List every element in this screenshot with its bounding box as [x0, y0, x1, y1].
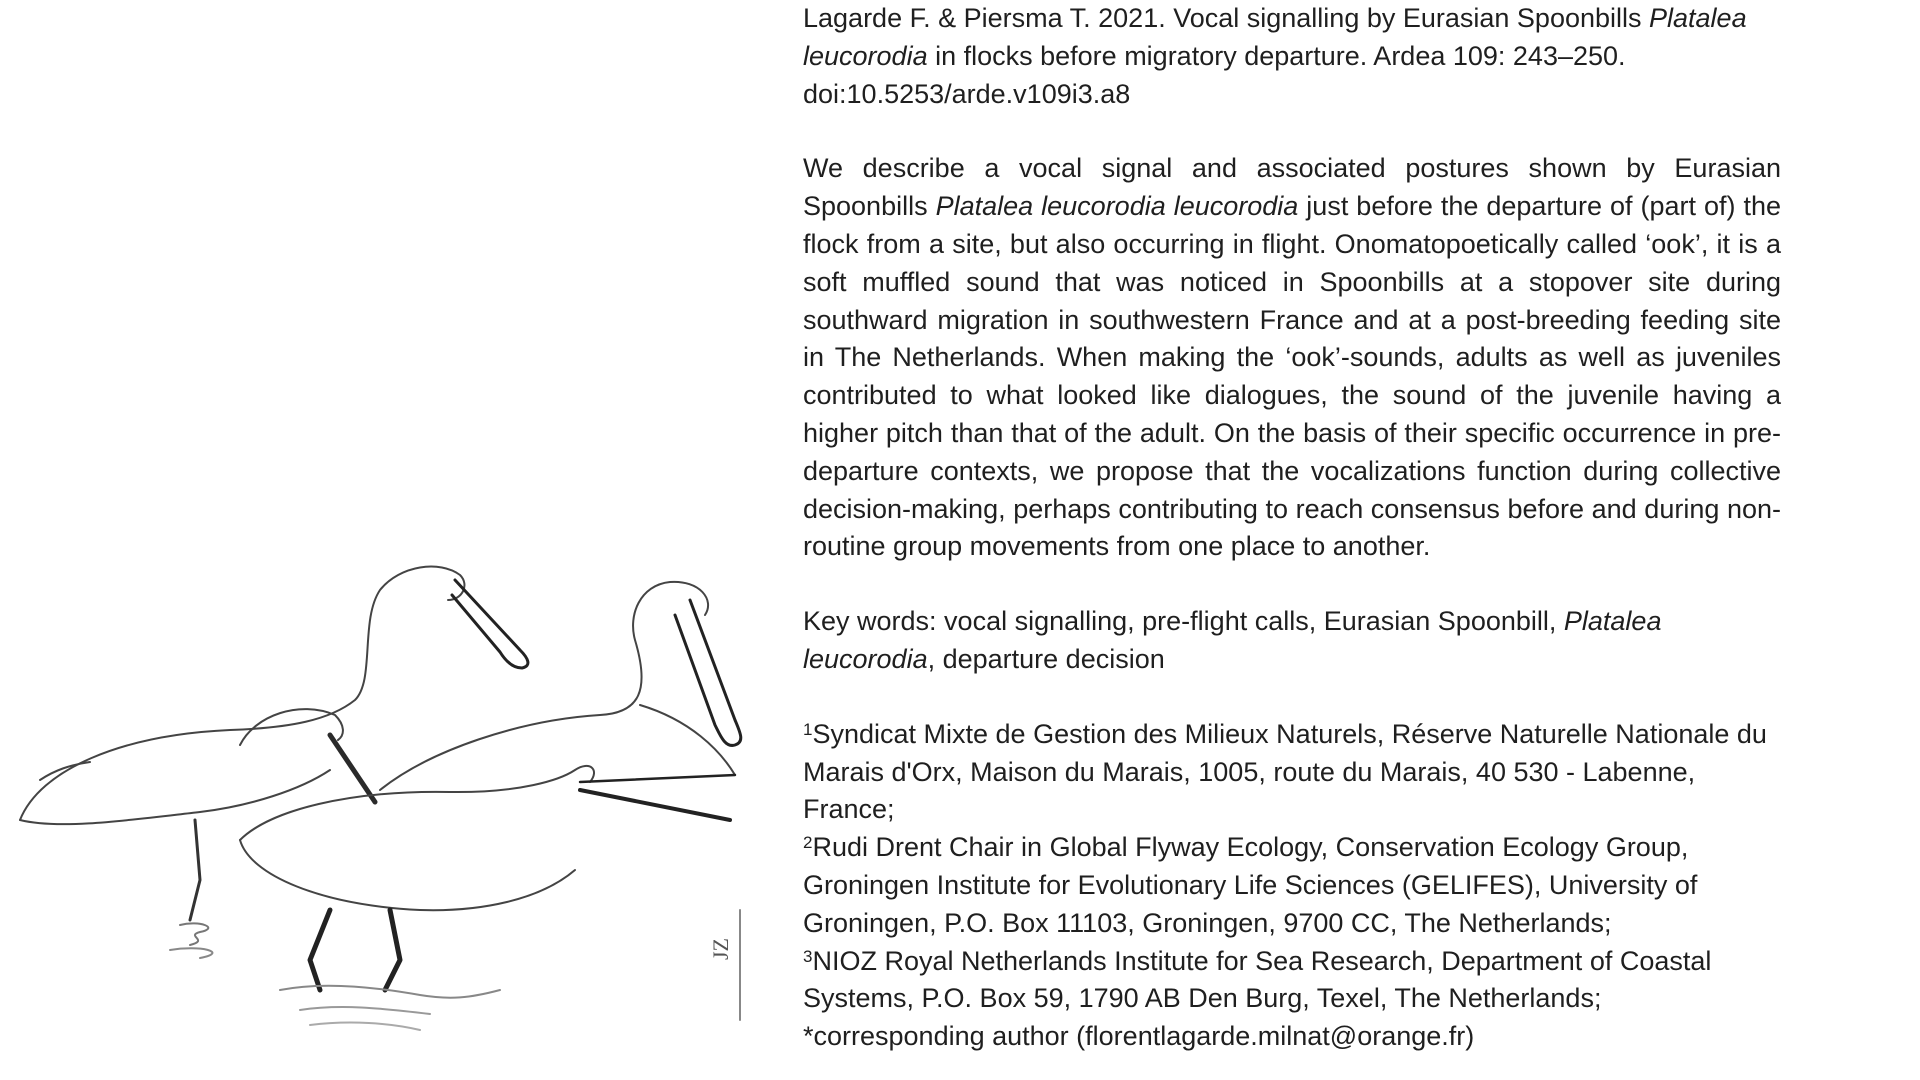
keywords-species: Platalea leucorodia: [803, 606, 1662, 674]
affiliation-1-marker: 1: [803, 719, 813, 739]
affiliations: [803, 716, 1781, 1056]
abstract: [803, 150, 1781, 566]
citation-text: Lagarde F. & Piersma T. 2021. Vocal signalling by Eurasian Spoonbills: [803, 3, 1650, 33]
affiliation-1: [803, 716, 1781, 829]
spoonbills-sketch-svg: [0, 520, 760, 1040]
abstract-panel: [803, 0, 1781, 1056]
keywords-tail: , departure decision: [927, 643, 1165, 674]
signature: JZ: [708, 938, 733, 960]
spoonbills-illustration: [0, 520, 760, 1040]
affiliation-3-text: NIOZ Royal Netherlands Institute for Sea Research, Department of Coastal Systems, P.O. Box 59, 1790 AB Den Burg, Texel, The Netherlands;: [803, 945, 1712, 1014]
affiliation-1-text: Syndicat Mixte de Gestion des Milieux Naturels, Réserve Naturelle Nationale du Marais d'Orx, Maison du Marais, 1005, route du Marais, 40 530 - Labenne, France;: [803, 718, 1767, 825]
abstract-body: just before the departure of (part of) the flock from a site, but also occurring in flight. Onomatopoetically called ‘ook’, it is a soft muffled sound that was noticed in Spoonbills at a stopover site during southward migration in southwestern France and at a post-breeding feeding site in The Netherlands. When making the ‘ook’-sounds, adults as well as juveniles contributed to what looked like dialogues, the sound of the juvenile having a higher pitch than that of the adult. On the basis of their specific occurrence in pre-departure contexts, we propose that the vocalizations function during collective decision-making, perhaps contributing to reach consensus before and during non-routine group movements from one place to another.: [803, 191, 1781, 562]
affiliation-3-marker: 3: [803, 946, 813, 966]
affiliation-2-marker: 2: [803, 833, 813, 853]
abstract-species: Platalea leucorodia leucorodia: [935, 191, 1299, 222]
affiliation-2-text: Rudi Drent Chair in Global Flyway Ecology, Conservation Ecology Group, Groningen Institute for Evolutionary Life Sciences (GELIFES), University of Groningen, P.O. Box 11103, Groningen, 9700 CC, The Netherlands;: [803, 832, 1698, 938]
citation: [803, 0, 1781, 113]
abstract-intro: We describe a vocal signal and associated postures shown by Eurasian Spoonbills: [803, 153, 1781, 222]
keywords: [803, 603, 1781, 679]
citation-species: Platalea leucorodia: [803, 3, 1747, 71]
affiliation-3: [803, 943, 1781, 1019]
keywords-text: Key words: vocal signalling, pre-flight calls, Eurasian Spoonbill,: [803, 606, 1564, 637]
citation-journal: in flocks before migratory departure. Ardea 109: 243–250.: [927, 40, 1626, 71]
affiliation-2: [803, 829, 1781, 942]
citation-doi: doi:10.5253/arde.v109i3.a8: [803, 78, 1131, 109]
corresponding-author: *corresponding author (florentlagarde.milnat@orange.fr): [803, 1021, 1475, 1052]
